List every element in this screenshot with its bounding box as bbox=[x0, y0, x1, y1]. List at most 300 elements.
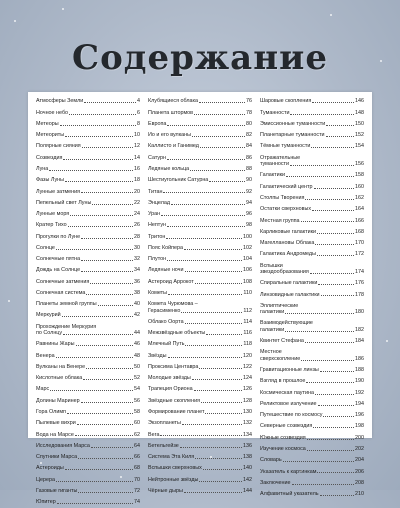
contents-entry[interactable] bbox=[36, 485, 140, 496]
dot-leader bbox=[57, 503, 133, 504]
contents-entry[interactable] bbox=[148, 373, 252, 384]
entry-title-continued: галактики bbox=[260, 326, 285, 333]
contents-entry[interactable] bbox=[148, 299, 252, 317]
contents-entry[interactable] bbox=[260, 432, 364, 443]
contents-entry[interactable] bbox=[260, 141, 364, 152]
dot-leader bbox=[290, 114, 354, 115]
contents-entry[interactable] bbox=[36, 463, 140, 474]
entry-page: 112 bbox=[243, 307, 252, 314]
contents-entry[interactable] bbox=[36, 276, 140, 287]
entry-title: Метеориты bbox=[36, 132, 65, 139]
star bbox=[330, 14, 332, 16]
entry-page: 130 bbox=[243, 409, 252, 416]
contents-entry[interactable] bbox=[148, 186, 252, 197]
dot-leader bbox=[320, 495, 354, 496]
entry-page: 86 bbox=[246, 154, 252, 161]
dot-leader bbox=[76, 345, 133, 346]
entry-title: Бетельгейзе bbox=[148, 442, 179, 449]
contents-entry[interactable] bbox=[260, 336, 364, 347]
contents-entry[interactable] bbox=[148, 96, 252, 107]
dot-leader bbox=[318, 284, 354, 285]
contents-entry[interactable] bbox=[148, 265, 252, 276]
contents-entry[interactable] bbox=[36, 152, 140, 163]
entry-page: 120 bbox=[243, 352, 252, 359]
contents-entry[interactable] bbox=[36, 350, 140, 361]
entry-page: 102 bbox=[243, 244, 252, 251]
dot-leader bbox=[307, 439, 354, 440]
entry-title: Шаровые скопления bbox=[260, 98, 312, 105]
entry-page: 198 bbox=[355, 423, 364, 430]
dot-leader bbox=[65, 136, 133, 137]
dot-leader bbox=[86, 368, 133, 369]
entry-title: Тритон bbox=[148, 233, 166, 240]
contents-entry[interactable] bbox=[36, 186, 140, 197]
entry-page: 154 bbox=[355, 143, 364, 150]
entry-page: 118 bbox=[243, 341, 252, 348]
entry-page: 70 bbox=[134, 476, 140, 483]
entry-page: 88 bbox=[246, 166, 252, 173]
entry-page: 16 bbox=[134, 166, 140, 173]
entry-title-continued: Герасименко bbox=[148, 307, 181, 314]
dot-leader bbox=[305, 342, 354, 343]
contents-entry[interactable] bbox=[148, 209, 252, 220]
entry-title: Звёздные скопления bbox=[148, 397, 201, 404]
contents-entry[interactable] bbox=[260, 289, 364, 300]
dot-leader bbox=[56, 249, 133, 250]
entry-title: Проксима Центавра bbox=[148, 363, 199, 370]
entry-title: Астероиды bbox=[36, 465, 64, 472]
entry-page: 190 bbox=[355, 378, 364, 385]
contents-entry[interactable] bbox=[260, 181, 364, 192]
dot-leader bbox=[199, 102, 245, 103]
entry-title-continued: туманности bbox=[260, 161, 289, 168]
dot-leader bbox=[185, 345, 242, 346]
entry-title: Заключение bbox=[260, 479, 291, 486]
contents-entry[interactable] bbox=[260, 96, 364, 107]
entry-title: Кратер Тихо bbox=[36, 222, 67, 229]
entry-page: 68 bbox=[134, 465, 140, 472]
entry-title: Европа bbox=[148, 120, 167, 127]
entry-title: Лунные затмения bbox=[36, 188, 81, 195]
contents-entry[interactable] bbox=[36, 107, 140, 118]
entry-page: 206 bbox=[355, 468, 364, 475]
entry-page: 74 bbox=[134, 499, 140, 506]
entry-page: 116 bbox=[243, 330, 252, 337]
entry-page: 46 bbox=[134, 341, 140, 348]
entry-title: Галактики bbox=[260, 172, 286, 179]
entry-page: 188 bbox=[355, 367, 364, 374]
entry-title: Лунные моря bbox=[36, 211, 70, 218]
entry-title: Планета штормов bbox=[148, 109, 194, 116]
entry-page: 182 bbox=[355, 326, 364, 333]
contents-entry[interactable] bbox=[260, 215, 364, 226]
contents-entry[interactable] bbox=[36, 119, 140, 130]
contents-entry[interactable] bbox=[36, 209, 140, 220]
contents-entry[interactable] bbox=[260, 410, 364, 421]
dot-leader bbox=[205, 413, 242, 414]
entry-title: Кометы bbox=[148, 289, 168, 296]
dot-leader bbox=[184, 492, 242, 493]
dot-leader bbox=[78, 492, 133, 493]
contents-entry[interactable] bbox=[260, 193, 364, 204]
entry-page: 58 bbox=[134, 409, 140, 416]
entry-title: Тёмные туманности bbox=[260, 143, 311, 150]
dot-leader bbox=[167, 226, 245, 227]
entry-title: Титан bbox=[148, 188, 163, 195]
contents-entry[interactable] bbox=[148, 220, 252, 231]
contents-entry[interactable] bbox=[260, 260, 364, 278]
entry-page: 172 bbox=[355, 251, 364, 258]
entry-title-continued: по Солнцу bbox=[36, 330, 63, 337]
contents-entry[interactable] bbox=[148, 130, 252, 141]
contents-entry[interactable] bbox=[36, 321, 140, 339]
dot-leader bbox=[323, 416, 354, 417]
entry-page: 76 bbox=[246, 98, 252, 105]
entry-page: 56 bbox=[134, 397, 140, 404]
contents-entry[interactable] bbox=[36, 418, 140, 429]
entry-page: 90 bbox=[246, 177, 252, 184]
entry-page: 168 bbox=[355, 228, 364, 235]
entry-title: Солнечные пятна bbox=[36, 256, 81, 263]
dot-leader bbox=[82, 147, 133, 148]
entry-page: 64 bbox=[134, 442, 140, 449]
entry-title: Спиральные галактики bbox=[260, 280, 318, 287]
contents-entry[interactable] bbox=[260, 421, 364, 432]
contents-entry[interactable] bbox=[148, 231, 252, 242]
contents-entry[interactable] bbox=[36, 407, 140, 418]
entry-title: Взгляд в прошлое bbox=[260, 378, 306, 385]
dot-leader bbox=[81, 192, 133, 193]
dot-leader bbox=[163, 192, 245, 193]
entry-page: 132 bbox=[243, 420, 252, 427]
dot-leader bbox=[307, 450, 354, 451]
entry-title: Местная группа bbox=[260, 217, 300, 224]
entry-title: Газовые гиганты bbox=[36, 487, 78, 494]
dot-leader bbox=[194, 390, 242, 391]
dot-leader bbox=[67, 413, 133, 414]
contents-entry[interactable] bbox=[260, 477, 364, 488]
contents-entry[interactable] bbox=[148, 418, 252, 429]
entry-page: 78 bbox=[246, 109, 252, 116]
contents-column-2 bbox=[148, 96, 252, 497]
dot-leader bbox=[315, 244, 354, 245]
dot-leader bbox=[190, 170, 245, 171]
entry-title: Пепельный свет Луны bbox=[36, 199, 92, 206]
contents-entry[interactable] bbox=[260, 387, 364, 398]
entry-title: Клубящиеся облака bbox=[148, 98, 198, 105]
entry-title: Вода на Марсе bbox=[36, 431, 74, 438]
contents-entry[interactable] bbox=[260, 226, 364, 237]
dot-leader bbox=[182, 424, 242, 425]
contents-entry[interactable] bbox=[260, 365, 364, 376]
entry-page: 72 bbox=[134, 487, 140, 494]
contents-entry[interactable] bbox=[148, 362, 252, 373]
entry-title: Взаимодействующие bbox=[260, 320, 313, 327]
contents-entry[interactable] bbox=[36, 384, 140, 395]
entry-title: Галактический центр bbox=[260, 183, 313, 190]
dot-leader bbox=[63, 159, 133, 160]
entry-page: 162 bbox=[355, 194, 364, 201]
contents-entry[interactable] bbox=[148, 107, 252, 118]
entry-title: Ночное небо bbox=[36, 109, 69, 116]
contents-entry[interactable] bbox=[260, 347, 364, 365]
contents-entry[interactable] bbox=[260, 119, 364, 130]
contents-entry[interactable] bbox=[260, 278, 364, 289]
contents-entry[interactable] bbox=[148, 339, 252, 350]
dot-leader bbox=[75, 435, 133, 436]
contents-entry[interactable] bbox=[36, 362, 140, 373]
star bbox=[62, 8, 64, 10]
contents-entry[interactable] bbox=[36, 130, 140, 141]
entry-title: Отражательные bbox=[260, 154, 301, 161]
contents-entry[interactable] bbox=[148, 474, 252, 485]
entry-page: 192 bbox=[355, 389, 364, 396]
contents-entry[interactable] bbox=[148, 395, 252, 406]
dot-leader bbox=[192, 379, 242, 380]
dot-leader bbox=[83, 379, 133, 380]
entry-title: Столпы Творения bbox=[260, 194, 305, 201]
contents-entry[interactable] bbox=[260, 444, 364, 455]
contents-entry[interactable] bbox=[260, 107, 364, 118]
contents-entry[interactable] bbox=[148, 276, 252, 287]
contents-entry[interactable] bbox=[148, 242, 252, 253]
entry-title: Вулканы на Венере bbox=[36, 363, 86, 370]
dot-leader bbox=[185, 271, 242, 272]
entry-page: 50 bbox=[134, 363, 140, 370]
entry-page: 164 bbox=[355, 206, 364, 213]
entry-title: Дождь на Солнце bbox=[36, 267, 81, 274]
entry-title: Южные созвездия bbox=[260, 434, 306, 441]
dot-leader bbox=[310, 273, 354, 274]
entry-page: 170 bbox=[355, 240, 364, 247]
entry-title: Венера bbox=[36, 352, 55, 359]
star bbox=[386, 340, 388, 342]
entry-title: Магеллановы Облака bbox=[260, 240, 315, 247]
contents-entry[interactable] bbox=[148, 175, 252, 186]
contents-entry[interactable] bbox=[36, 141, 140, 152]
contents-entry[interactable] bbox=[36, 96, 140, 107]
dot-leader bbox=[60, 125, 136, 126]
entry-page: 152 bbox=[355, 132, 364, 139]
contents-entry[interactable] bbox=[36, 299, 140, 310]
entry-title: Эмиссионные туманности bbox=[260, 120, 326, 127]
entry-title: Атмосферы Земли bbox=[36, 98, 84, 105]
contents-entry[interactable] bbox=[36, 265, 140, 276]
contents-entry[interactable] bbox=[148, 328, 252, 339]
dot-leader bbox=[285, 331, 354, 332]
dot-leader bbox=[317, 233, 354, 234]
contents-entry[interactable] bbox=[148, 119, 252, 130]
contents-entry[interactable] bbox=[36, 220, 140, 231]
dot-leader bbox=[161, 215, 245, 216]
contents-entry[interactable] bbox=[36, 395, 140, 406]
contents-entry[interactable] bbox=[260, 300, 364, 318]
entry-title: Северные созвездия bbox=[260, 423, 313, 430]
entry-page: 210 bbox=[355, 491, 364, 498]
entry-page: 186 bbox=[355, 355, 364, 362]
entry-title: Планеты земной группы bbox=[36, 301, 97, 308]
dot-leader bbox=[167, 260, 242, 261]
dot-leader bbox=[317, 255, 354, 256]
entry-title: Каллисто и Ганимед bbox=[148, 143, 199, 150]
dot-leader bbox=[290, 165, 354, 166]
dot-leader bbox=[305, 199, 354, 200]
dot-leader bbox=[199, 368, 242, 369]
contents-entry[interactable] bbox=[148, 141, 252, 152]
entry-page: 114 bbox=[243, 318, 252, 325]
contents-entry[interactable] bbox=[148, 316, 252, 327]
contents-entry[interactable] bbox=[36, 175, 140, 186]
entry-page: 82 bbox=[246, 132, 252, 139]
contents-entry[interactable] bbox=[260, 238, 364, 249]
entry-title: Туманности bbox=[260, 109, 290, 116]
dot-leader bbox=[62, 316, 133, 317]
entry-title: Исследования Марса bbox=[36, 442, 90, 449]
entry-page: 34 bbox=[134, 267, 140, 274]
dot-leader bbox=[56, 357, 133, 358]
dot-leader bbox=[311, 147, 354, 148]
dot-leader bbox=[91, 447, 133, 448]
entry-title: Звёзды bbox=[148, 352, 167, 359]
contents-entry[interactable] bbox=[260, 204, 364, 215]
contents-entry[interactable] bbox=[148, 452, 252, 463]
contents-column-1 bbox=[36, 96, 140, 508]
dot-leader bbox=[63, 334, 133, 335]
dot-leader bbox=[317, 472, 354, 473]
contents-sheet bbox=[28, 92, 372, 506]
contents-entry[interactable] bbox=[36, 197, 140, 208]
contents-entry[interactable] bbox=[148, 440, 252, 451]
dot-leader bbox=[184, 249, 242, 250]
entry-page: 36 bbox=[134, 278, 140, 285]
contents-entry[interactable] bbox=[36, 452, 140, 463]
entry-page: 142 bbox=[243, 476, 252, 483]
entry-page: 208 bbox=[355, 479, 364, 486]
dot-leader bbox=[318, 405, 354, 406]
entry-title: Система Эта Киля bbox=[148, 454, 195, 461]
entry-page: 144 bbox=[243, 487, 252, 494]
dot-leader bbox=[81, 402, 133, 403]
dot-leader bbox=[315, 394, 354, 395]
contents-entry[interactable] bbox=[260, 249, 364, 260]
contents-entry[interactable] bbox=[148, 152, 252, 163]
entry-page: 148 bbox=[355, 109, 364, 116]
entry-title: Карликовые галактики bbox=[260, 228, 317, 235]
contents-entry[interactable] bbox=[36, 373, 140, 384]
dot-leader bbox=[203, 469, 242, 470]
dot-leader bbox=[306, 382, 354, 383]
entry-title: Трапеция Ориона bbox=[148, 386, 193, 393]
contents-entry[interactable] bbox=[260, 318, 364, 336]
contents-entry[interactable] bbox=[36, 254, 140, 265]
entry-page: 54 bbox=[134, 386, 140, 393]
entry-page: 104 bbox=[243, 256, 252, 263]
contents-entry[interactable] bbox=[260, 152, 364, 170]
dot-leader bbox=[200, 147, 245, 148]
entry-page: 30 bbox=[134, 244, 140, 251]
entry-title: Гора Олимп bbox=[36, 409, 66, 416]
dot-leader bbox=[69, 114, 136, 115]
contents-entry[interactable] bbox=[148, 254, 252, 265]
entry-title: Сатурн bbox=[148, 154, 166, 161]
entry-title: Марс bbox=[36, 386, 50, 393]
contents-entry[interactable] bbox=[148, 463, 252, 474]
entry-title: Солнечные затмения bbox=[36, 278, 90, 285]
entry-title: Комета Чурюмова – bbox=[148, 301, 198, 308]
contents-entry[interactable] bbox=[260, 455, 364, 466]
dot-leader bbox=[167, 159, 245, 160]
dot-leader bbox=[65, 469, 133, 470]
contents-entry[interactable] bbox=[148, 429, 252, 440]
contents-entry[interactable] bbox=[36, 429, 140, 440]
entry-title: Долины Маринер bbox=[36, 397, 80, 404]
entry-page: 150 bbox=[355, 120, 364, 127]
contents-entry[interactable] bbox=[148, 350, 252, 361]
entry-page: 128 bbox=[243, 397, 252, 404]
entry-page: 146 bbox=[355, 98, 364, 105]
entry-title: Чёрные дыры bbox=[148, 487, 183, 494]
contents-entry[interactable] bbox=[260, 376, 364, 387]
dot-leader bbox=[167, 125, 245, 126]
entry-page: 124 bbox=[243, 375, 252, 382]
contents-entry[interactable] bbox=[260, 466, 364, 477]
entry-title: Нейтронные звёзды bbox=[148, 476, 199, 483]
entry-page: 126 bbox=[243, 386, 252, 393]
entry-title: Меркурий bbox=[36, 312, 61, 319]
contents-entry[interactable] bbox=[260, 489, 364, 500]
dot-leader bbox=[195, 458, 242, 459]
entry-title-continued: сверхскопление bbox=[260, 355, 301, 362]
entry-title: Луна bbox=[36, 166, 49, 173]
contents-entry[interactable] bbox=[260, 130, 364, 141]
contents-entry[interactable] bbox=[148, 407, 252, 418]
contents-entry[interactable] bbox=[36, 242, 140, 253]
contents-entry[interactable] bbox=[36, 288, 140, 299]
dot-leader bbox=[285, 313, 354, 314]
contents-entry[interactable] bbox=[36, 474, 140, 485]
contents-entry[interactable] bbox=[148, 485, 252, 496]
contents-entry[interactable] bbox=[148, 384, 252, 395]
entry-title: Местное bbox=[260, 349, 282, 356]
contents-entry[interactable] bbox=[36, 231, 140, 242]
entry-title-continued: галактики bbox=[260, 309, 285, 316]
contents-entry[interactable] bbox=[36, 164, 140, 175]
entry-title: Путешествие по космосу bbox=[260, 412, 323, 419]
entry-page: 136 bbox=[243, 442, 252, 449]
contents-entry[interactable] bbox=[36, 440, 140, 451]
contents-entry[interactable] bbox=[36, 497, 140, 508]
contents-entry[interactable] bbox=[148, 164, 252, 175]
contents-entry[interactable] bbox=[148, 288, 252, 299]
entry-title: Экзопланеты bbox=[148, 420, 181, 427]
contents-entry[interactable] bbox=[260, 170, 364, 181]
entry-title: Линзовидные галактики bbox=[260, 291, 320, 298]
contents-entry[interactable] bbox=[260, 398, 364, 409]
entry-title: Формирование планет bbox=[148, 409, 205, 416]
dot-leader bbox=[209, 181, 245, 182]
entry-title: Солнце bbox=[36, 244, 55, 251]
contents-entry[interactable] bbox=[36, 310, 140, 321]
dot-leader bbox=[320, 371, 354, 372]
entry-title: Ледяные кольца bbox=[148, 166, 190, 173]
contents-entry[interactable] bbox=[148, 197, 252, 208]
entry-page: 160 bbox=[355, 183, 364, 190]
dot-leader bbox=[283, 461, 354, 462]
entry-page: 48 bbox=[134, 352, 140, 359]
contents-entry[interactable] bbox=[36, 339, 140, 350]
entry-title: Пояс Койпера bbox=[148, 244, 184, 251]
entry-page: 134 bbox=[243, 431, 252, 438]
